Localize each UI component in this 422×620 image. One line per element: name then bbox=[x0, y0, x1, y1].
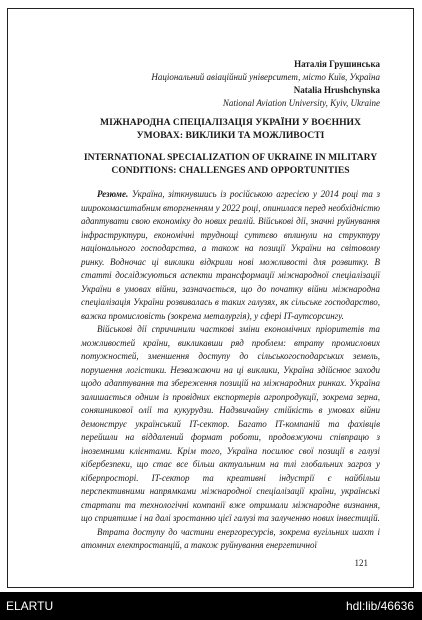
abstract-paragraph-2: Військові дії спричинили часткові зміни економічних пріоритетів та можливостей країни, викликавши ряд проблем: втрату промислових потужностей, зменшення доступу до сільськогосподарських земель, порушення логістики. Незважаючи на ці виклики, Україна здійснює заходи щодо адаптування та збереження позицій на міжнародних ринках. Україна залишається одним із провідних експортерів агропродукції, зокрема зерна, соняшникової олії та кукурудзи. Надзвичайну стійкість в умовах війни демонструє український IT-сектор. Багато IT-компаній та фахівців перейшли на віддалений формат роботи, продовжуючи співпрацю з іноземними клієнтами. Крім того, Україна посилює свої позиції в галузі кібербезпеки, що стає все більш актуальним на тлі глобальних загроз у кіберпросторі. IT-сектор та креативні індустрії є найбільш перспективними напрямками міжнародної спеціалізації країни, українські стартапи та технологічні компанії вже отримали міжнародне визнання, що сприятиме і на далі зростанню цієї галузі та залученню нових інвестицій. bbox=[81, 324, 380, 523]
title-ua: МІЖНАРОДНА СПЕЦІАЛІЗАЦІЯ УКРАЇНИ У ВОЄННИХ УМОВАХ: ВИКЛИКИ ТА МОЖЛИВОСТІ bbox=[100, 117, 361, 141]
page-number: 121 bbox=[354, 558, 368, 568]
author-name-en: Natalia Hrushchynska bbox=[293, 85, 380, 95]
abstract-paragraph-1 bbox=[81, 188, 380, 323]
abstract bbox=[81, 188, 380, 553]
author-affiliation-ua: Національний авіаційний університет, місто Київ, Україна bbox=[151, 72, 380, 82]
document-page bbox=[7, 8, 414, 588]
repository-footer bbox=[0, 592, 422, 620]
author-block-ua bbox=[81, 58, 380, 84]
author-affiliation-en: National Aviation University, Kyiv, Ukraine bbox=[222, 98, 380, 108]
page-content bbox=[81, 58, 380, 553]
abstract-paragraph-3: Втрата доступу до частини енергоресурсів, зокрема вугільних шахт і атомних електростанцій, а також руйнування енергетичної bbox=[81, 526, 380, 550]
repository-name: ELARTU bbox=[6, 599, 54, 613]
abstract-label: Резюме. bbox=[97, 189, 129, 199]
author-block-en bbox=[81, 84, 380, 110]
abstract-text-1: Україна, зіткнувшись із російською агресією у 2014 році та з широкомасштабним вторгненням у 2022 році, опинилася перед необхідністю адаптувати свою економіку до нових реалій. Військові дії, значні руйнування інфраструктури, економічні труднощі суттєво вплинули на структуру національного господарства, а також на позиції України на світовому ринку. Водночас ці виклики відкрили нові можливості для розвитку. В статті досліджуються аспекти трансформації міжнародної спеціалізації України в умовах війни, зазначається, що до початку війни міжнародна спеціалізація України розвивалась в таких галузях, як сільське господарство, важка промисловість (зокрема металургія), у сфері IT-аутсорсингу. bbox=[81, 189, 381, 321]
title-en: INTERNATIONAL SPECIALIZATION OF UKRAINE IN MILITARY CONDITIONS: CHALLENGES AND OPPORTUNITIES bbox=[83, 152, 378, 176]
handle-link[interactable]: hdl:lib/46636 bbox=[345, 599, 414, 613]
author-name-ua: Наталія Грушинська bbox=[294, 59, 380, 69]
